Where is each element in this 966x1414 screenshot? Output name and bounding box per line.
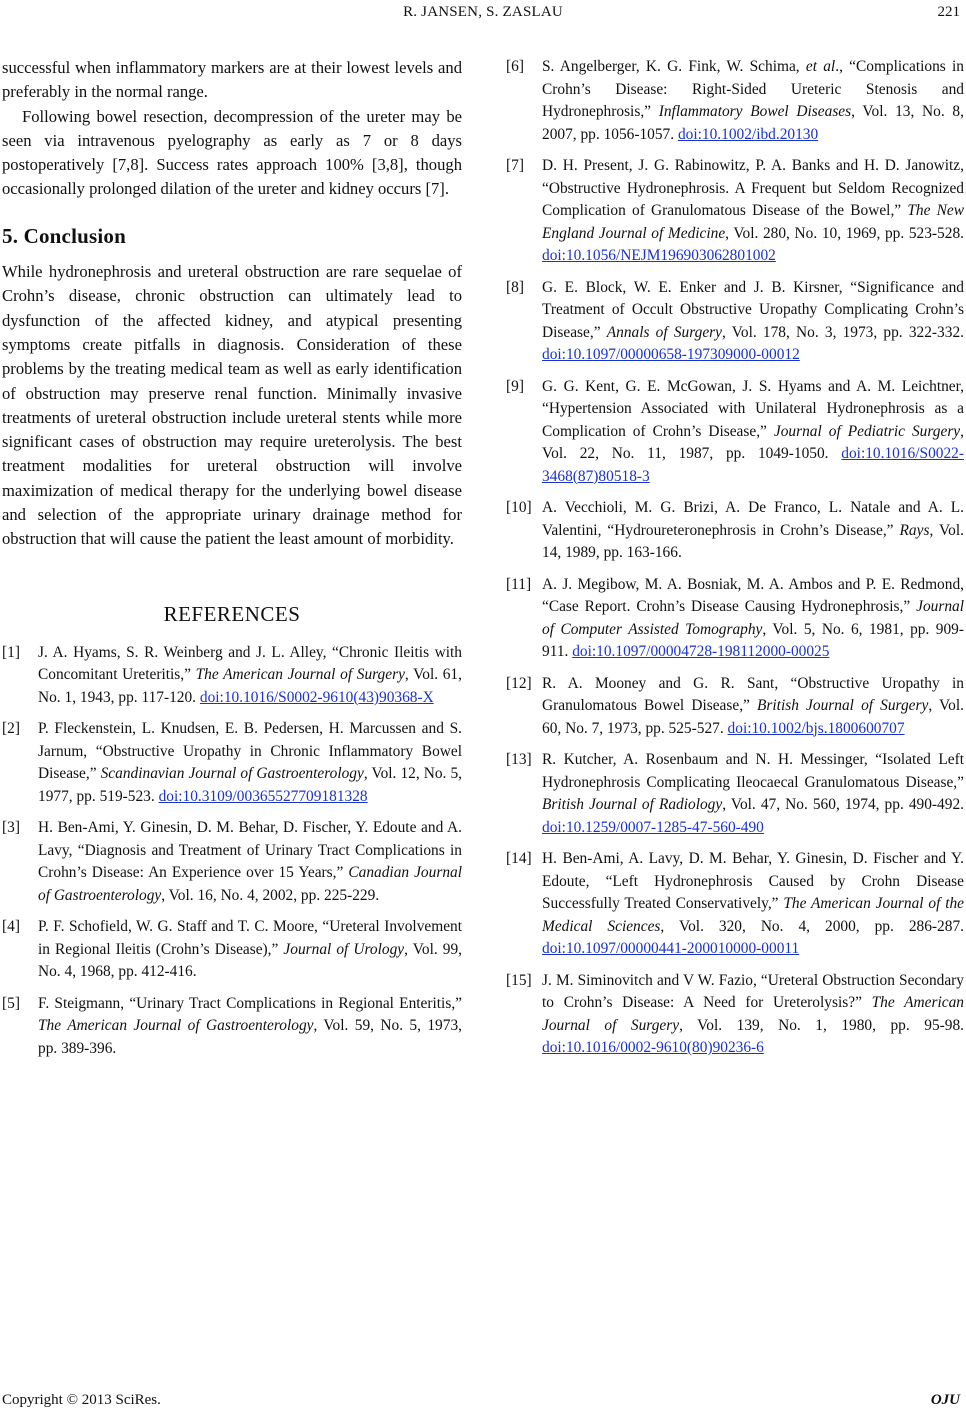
reference-details: , Vol. 22, No. 11, 1987, pp. 1049-1050.: [542, 422, 964, 462]
reference-text: [542, 574, 964, 664]
reference-doi-link[interactable]: doi:10.1016/0002-9610(80)90236-6: [542, 1039, 764, 1056]
reference-item: [506, 970, 964, 1060]
reference-item: [506, 673, 964, 741]
reference-journal: The American Journal of Surgery: [195, 666, 405, 684]
reference-doi-link[interactable]: doi:10.1016/S0022-3468(87)80518-3: [542, 445, 964, 485]
reference-number: [8]: [506, 278, 524, 296]
reference-doi-link[interactable]: doi:10.1056/NEJM196903062801002: [542, 247, 776, 264]
reference-details: , Vol. 280, No. 10, 1969, pp. 523-528.: [725, 224, 964, 242]
reference-details: , Vol. 60, No. 7, 1973, pp. 525-527.: [542, 697, 964, 737]
reference-item: [506, 574, 964, 664]
running-header-authors: R. JANSEN, S. ZASLAU: [403, 4, 563, 20]
reference-doi-link[interactable]: doi:10.1002/ibd.20130: [677, 125, 819, 143]
reference-journal: Journal of Urology: [283, 940, 405, 958]
reference-journal: Scandinavian Journal of Gastroenterology: [100, 765, 364, 783]
reference-journal: The American Journal of the Medical Sciences: [542, 895, 964, 935]
reference-text: [542, 749, 964, 839]
reference-authors-title: P. F. Schofield, W. G. Staff and T. C. Moore, “Ureteral Involvement in Regional Ileitis (Crohn’s Disease),”: [38, 918, 462, 958]
reference-text: [38, 993, 462, 1061]
reference-doi-link[interactable]: doi:10.3109/00365527709181328: [158, 787, 368, 805]
reference-doi-link[interactable]: doi:10.1016/S0002-9610(43)90368-X: [199, 688, 434, 706]
reference-number: [2]: [2, 720, 20, 738]
reference-title: ., “Complications in Crohn’s Disease: Right-Sided Ureteric Stenosis and Hydronephrosis,”: [542, 58, 964, 120]
reference-number: [5]: [2, 994, 20, 1012]
reference-authors-title: H. Ben-Ami, Y. Ginesin, D. M. Behar, D. Fischer, Y. Edoute and A. Lavy, “Diagnosis and Treatment of Urinary Tract Complications in Crohn’s Disease: An Experience over 15 Years,”: [38, 819, 462, 882]
reference-doi-link[interactable]: doi:10.1097/00000441-200010000-00011: [542, 940, 800, 957]
reference-number: [9]: [506, 377, 524, 395]
reference-details: , Vol. 5, No. 6, 1981, pp. 909-911.: [542, 620, 965, 660]
reference-doi-link[interactable]: doi:10.1097/00004728-198112000-00025: [572, 643, 830, 660]
reference-number: [14]: [506, 850, 532, 867]
reference-item: [506, 848, 964, 961]
reference-details: , Vol. 320, No. 4, 2000, pp. 286-287.: [660, 917, 964, 935]
reference-item: [2, 718, 462, 808]
reference-text: [38, 916, 462, 984]
reference-number: [15]: [506, 971, 532, 989]
reference-item: [506, 155, 964, 268]
reference-number: [11]: [506, 575, 532, 593]
reference-text: [38, 817, 462, 907]
reference-doi-link[interactable]: doi:10.1259/0007-1285-47-560-490: [542, 818, 764, 836]
reference-journal: British Journal of Radiology: [542, 796, 723, 813]
reference-number: [3]: [2, 819, 20, 837]
conclusion-paragraph: While hydronephrosis and ureteral obstruction are rare sequelae of Crohn’s disease, chronic obstruction can ultimately lead to dysfunction of the affected kidney, and atypical presenting symptoms create pitfalls in diagnosis. Consideration of these problems by the treating medical team as well as early identification of obstruction may preserve renal function. Minimally invasive treatments of ureteral obstruction include ureteral stents while more significant cases of obstruction may require ureterolysis. The best treatment modalities for ureteral obstruction will involve maximization of medical therapy for the underlying bowel disease and selection of the appropriate urinary drainage method for obstruction that will cause the patient the least amount of morbidity.: [2, 262, 462, 549]
reference-authors-title: H. Ben-Ami, A. Lavy, D. M. Behar, Y. Ginesin, D. Fischer and Y. Edoute, “Left Hydronephrosis Caused by Crohn Disease Successfully Treated Conservatively,”: [542, 850, 964, 912]
reference-number: [13]: [506, 751, 532, 768]
reference-journal: Annals of Surgery: [606, 323, 722, 341]
reference-item: [506, 56, 964, 146]
reference-journal: Inflammatory Bowel Diseases: [658, 103, 852, 120]
reference-authors-title: R. A. Mooney and G. R. Sant, “Obstructive Uropathy in Granulomatous Bowel Disease,”: [542, 674, 964, 714]
reference-authors-title: A. Vecchioli, M. G. Brizi, A. De Franco, L. Natale and A. L. Valentini, “Hydroureteronephrosis in Crohn’s Disease,”: [542, 499, 964, 539]
reference-details: , Vol. 13, No. 8, 2007, pp. 1056-1057.: [542, 103, 964, 143]
reference-authors-title: G. G. Kent, G. E. McGowan, J. S. Hyams and A. M. Leichtner, “Hypertension Associated with Unilateral Hydronephrosis as a Complication of Crohn’s Disease,”: [542, 377, 964, 440]
right-column: [506, 56, 964, 1069]
reference-journal: The American Journal of Gastroenterology: [38, 1017, 314, 1035]
reference-authors-title: D. H. Present, J. G. Rabinowitz, P. A. Banks and H. D. Janowitz, “Obstructive Hydronephrosis. A Frequent but Seldom Recognized Complication of Granulomatous Disease of the Bowel,”: [542, 157, 964, 219]
reference-number: [6]: [506, 58, 524, 75]
journal-abbreviation: OJU: [930, 1392, 960, 1408]
reference-number: [7]: [506, 157, 524, 174]
reference-authors: S. Angelberger, K. G. Fink, W. Schima,: [542, 58, 806, 75]
reference-text: [542, 56, 964, 146]
reference-text: [38, 718, 462, 808]
reference-details: , Vol. 59, No. 5, 1973, pp. 389-396.: [38, 1017, 462, 1057]
reference-list-right: [506, 56, 964, 1060]
reference-authors-title: J. A. Hyams, S. R. Weinberg and J. L. Alley, “Chronic Ileitis with Concomitant Ureteritis,”: [38, 643, 462, 684]
reference-number: [4]: [2, 918, 20, 936]
reference-text: [542, 497, 964, 565]
reference-authors-title: A. J. Megibow, M. A. Bosniak, M. A. Ambos and P. E. Redmond, “Case Report. Crohn’s Disease Causing Hydronephrosis,”: [542, 575, 964, 615]
copyright-notice: Copyright © 2013 SciRes.: [2, 1392, 161, 1408]
reference-authors-title: P. Fleckenstein, L. Knudsen, E. B. Pedersen, H. Marcussen and S. Jarnum, “Obstructive Uropathy in Chronic Inflammatory Bowel Disease,”: [38, 720, 462, 783]
reference-journal: Journal of Pediatric Surgery: [773, 422, 961, 440]
reference-item: [2, 993, 462, 1061]
reference-authors-title: J. M. Siminovitch and V W. Fazio, “Ureteral Obstruction Secondary to Crohn’s Disease: A Need for Ureterolysis?”: [542, 971, 964, 1011]
reference-journal: The American Journal of Surgery: [542, 994, 964, 1034]
reference-details: , Vol. 99, No. 4, 1968, pp. 412-416.: [38, 940, 463, 981]
references-heading: REFERENCES: [163, 601, 301, 626]
body-paragraph-1: successful when inflammatory markers are at their lowest levels and preferably in the normal range.: [2, 58, 462, 102]
reference-doi-link[interactable]: doi:10.1002/bjs.1800600707: [727, 719, 905, 737]
reference-journal: British Journal of Surgery: [757, 697, 929, 714]
reference-item: [2, 916, 462, 984]
reference-text: [542, 848, 964, 961]
reference-journal: The New England Journal of Medicine: [542, 202, 965, 242]
reference-details: , Vol. 47, No. 560, 1974, pp. 490-492.: [722, 796, 964, 813]
reference-list-left: [2, 642, 462, 1061]
reference-text: [38, 642, 462, 710]
reference-number: [12]: [506, 674, 532, 692]
page-footer: [0, 1392, 966, 1412]
reference-authors-title: G. E. Block, W. E. Enker and J. B. Kirsner, “Significance and Treatment of Occult Obstructive Uropathy Complicating Crohn’s Disease,”: [542, 278, 964, 341]
reference-details: , Vol. 178, No. 3, 1973, pp. 322-332.: [722, 323, 964, 341]
reference-authors-title: R. Kutcher, A. Rosenbaum and N. H. Messinger, “Isolated Left Hydronephrosis Complicating Ileocaecal Granulomatous Disease,”: [542, 751, 964, 791]
reference-text: [542, 277, 964, 367]
reference-et-al: et al: [805, 58, 836, 75]
reference-journal: Canadian Journal of Gastroenterology: [38, 864, 462, 904]
reference-details: , Vol. 16, No. 4, 2002, pp. 225-229.: [161, 886, 380, 904]
running-header: [0, 0, 966, 26]
reference-journal: Journal of Computer Assisted Tomography: [542, 598, 964, 638]
reference-text: [542, 673, 964, 741]
reference-item: [506, 749, 964, 839]
reference-text: [542, 376, 964, 489]
page-number: 221: [937, 4, 960, 20]
reference-item: [2, 817, 462, 907]
reference-item: [506, 497, 964, 565]
reference-item: [506, 376, 964, 489]
reference-number: [10]: [506, 499, 532, 516]
reference-details: , Vol. 139, No. 1, 1980, pp. 95-98.: [679, 1016, 964, 1034]
reference-text: [542, 155, 964, 268]
reference-details: , Vol. 61, No. 1, 1943, pp. 117-120.: [38, 666, 462, 706]
reference-item: [506, 277, 964, 367]
reference-details: , Vol. 12, No. 5, 1977, pp. 519-523.: [38, 765, 462, 805]
reference-item: [2, 642, 462, 710]
reference-authors-title: F. Steigmann, “Urinary Tract Complications in Regional Enteritis,”: [38, 994, 462, 1012]
reference-doi-link[interactable]: doi:10.1097/00000658-197309000-00012: [542, 346, 800, 363]
left-column: [2, 56, 462, 1069]
conclusion-heading: 5. Conclusion: [2, 223, 126, 248]
body-paragraph-2: Following bowel resection, decompression of the ureter may be seen via intravenous pyelography as early as 7 or 8 days postoperatively [7,8]. Success rates approach 100% [3,8], though occasionally prolonged dilation of the ureter and kidney occurs [7].: [2, 106, 462, 199]
reference-journal: Rays: [899, 521, 930, 539]
reference-text: [542, 970, 964, 1060]
reference-number: [1]: [2, 643, 20, 661]
reference-details: , Vol. 14, 1989, pp. 163-166.: [542, 521, 964, 561]
